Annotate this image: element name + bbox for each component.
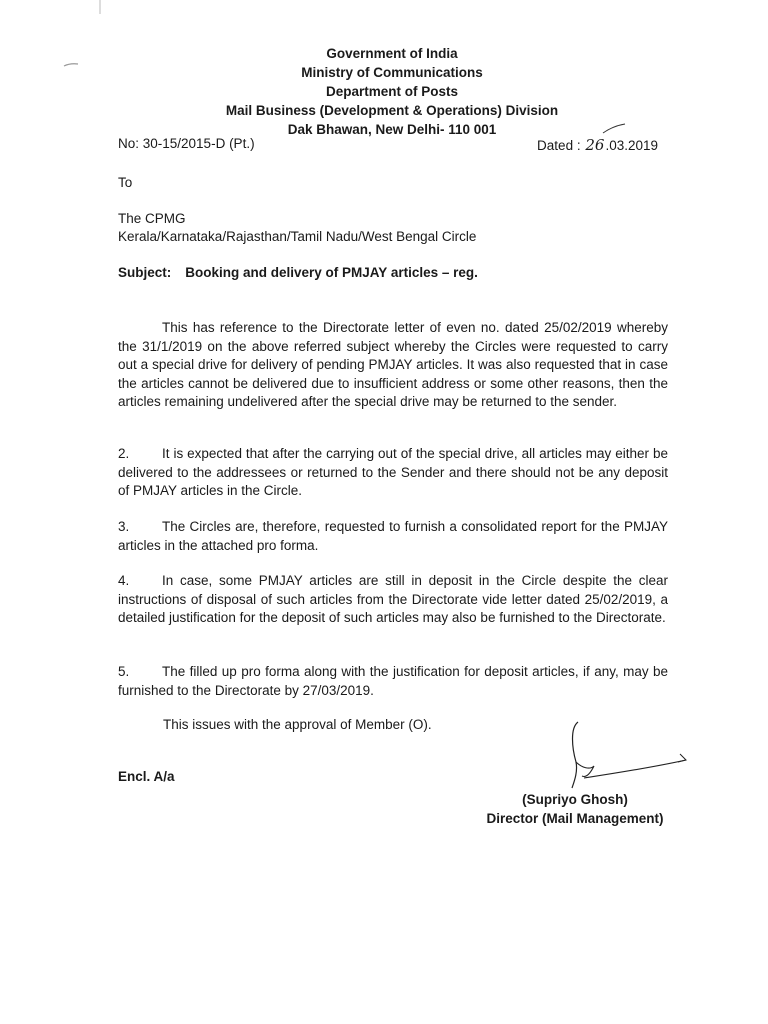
letterhead-government: Government of India [326,46,458,61]
handwritten-signature [560,718,690,798]
addressee-title: The CPMG [118,211,186,226]
letterhead-department: Department of Posts [325,84,459,99]
subject-line [118,264,668,282]
paragraph-text: In case, some PMJAY articles are still in deposit in the Circle despite the clear instructions of disposal of such articles from the Directorate vide letter dated 25/02/2019, a detailed justification for the deposit of such articles may also be furnished to the Directorate. [118,573,668,625]
signatory-block [470,790,680,828]
paragraph-text: The Circles are, therefore, requested to furnish a consolidated report for the PMJAY articles in the attached pro forma. [118,519,668,553]
reference-number: No: 30-15/2015-D (Pt.) [118,136,255,151]
dated-day-handwritten: 26 [585,136,605,154]
signatory-name: (Supriyo Ghosh) [522,792,628,807]
paragraph-number: 3. [118,519,130,534]
paragraph-1: This has reference to the Directorate letter of even no. dated 25/02/2019 whereby the 31/1/2019 on the above referred subject whereby the Circles were requested to carry out a special drive for delivery of pending PMJAY articles. It was also requested that in case the articles cannot be delivered due to insufficient address or some other reasons, then the articles remaining undelivered after the special drive may be returned to the sender. [118,320,668,409]
approval-note: This issues with the approval of Member (O). [163,717,432,732]
reference-line [118,136,658,154]
scan-mark [97,0,103,16]
dated [537,136,658,154]
paragraph-text: The filled up pro forma along with the justification for deposit articles, if any, may be furnished to the Directorate by 27/03/2019. [118,664,668,698]
letterhead-ministry: Ministry of Communications [301,65,483,80]
paragraph-3 [118,518,668,555]
letterhead [0,44,768,139]
paragraph-number: 2. [118,446,130,461]
handwritten-stroke [599,122,629,136]
dated-label: Dated : [537,138,581,153]
paragraph-number: 4. [118,573,130,588]
paragraph-text: It is expected that after the carrying out of the special drive, all articles may either be delivered to the addressees or returned to the Sender and there should not be any deposit of PMJAY articles in the Circle. [118,446,668,498]
paragraph-2 [118,445,668,501]
signatory-designation: Director (Mail Management) [486,811,664,826]
addressee [118,210,668,246]
to-label: To [118,175,133,190]
paragraph-number: 5. [118,664,130,679]
paragraph-5 [118,663,668,700]
subject-label: Subject: [118,265,172,280]
enclosure-note: Encl. A/a [118,769,175,784]
letterhead-division: Mail Business (Development & Operations) Division [225,103,559,118]
paragraph-4 [118,572,668,628]
subject-text: Booking and delivery of PMJAY articles – reg. [185,265,478,280]
addressee-circles: Kerala/Karnataka/Rajasthan/Tamil Nadu/West Bengal Circle [118,229,477,244]
dated-month-year: .03.2019 [605,138,658,153]
letterhead-address: Dak Bhawan, New Delhi- 110 001 [287,122,497,137]
